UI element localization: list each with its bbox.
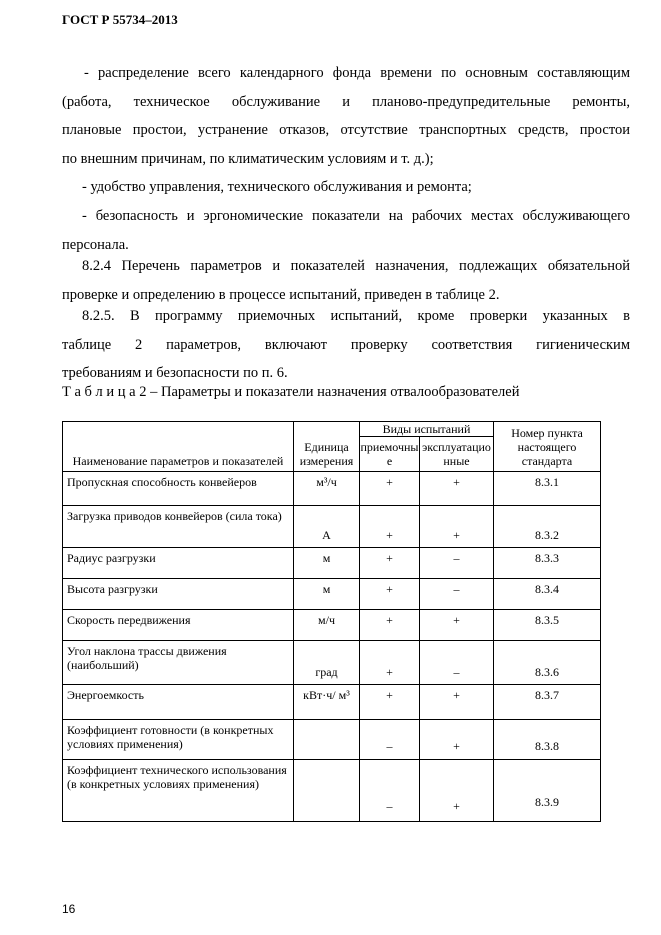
row-acceptance: + (360, 610, 420, 641)
table-row (63, 610, 601, 641)
paragraph-8-2-5 (62, 302, 630, 388)
row-operational: + (420, 472, 494, 506)
row-unit: А (294, 506, 360, 548)
row-unit: град (294, 641, 360, 685)
text-line: плановые простои, устранение отказов, отсутствие транспортных средств, простои (62, 122, 630, 139)
row-name: Пропускная способность конвейеров (63, 472, 294, 506)
row-acceptance: + (360, 641, 420, 685)
table-row (63, 548, 601, 579)
row-acceptance: + (360, 685, 420, 720)
row-operational: + (420, 610, 494, 641)
row-clause: 8.3.8 (494, 720, 601, 760)
row-operational: – (420, 641, 494, 685)
row-name: Энергоемкость (63, 685, 294, 720)
row-operational: – (420, 579, 494, 610)
text-line: персонала. (62, 236, 129, 253)
row-clause: 8.3.1 (494, 472, 601, 506)
row-name: Загрузка приводов конвейеров (сила тока) (63, 506, 294, 548)
row-acceptance: + (360, 506, 420, 548)
row-unit: м³/ч (294, 472, 360, 506)
row-operational: + (420, 720, 494, 760)
header-unit: Единица измерения (294, 422, 360, 472)
row-unit: кВт·ч/ м³ (294, 685, 360, 720)
row-operational: + (420, 506, 494, 548)
row-name: Скорость передвижения (63, 610, 294, 641)
row-unit: м/ч (294, 610, 360, 641)
text-line: проверке и определению в процессе испытаний, приведен в таблице 2. (62, 286, 500, 303)
row-clause: 8.3.4 (494, 579, 601, 610)
parameters-table (62, 421, 601, 822)
row-unit (294, 720, 360, 760)
table-row (63, 685, 601, 720)
row-acceptance: – (360, 760, 420, 822)
table-row (63, 579, 601, 610)
row-operational: + (420, 760, 494, 822)
header-test-types: Виды испытаний (360, 422, 494, 437)
table-row (63, 472, 601, 506)
row-name: Коэффициент технического использования (в конкретных условиях применения) (63, 760, 294, 822)
table-header-row (63, 422, 601, 437)
row-clause: 8.3.3 (494, 548, 601, 579)
row-name: Угол наклона трассы движения (наибольший) (63, 641, 294, 685)
row-name: Радиус разгрузки (63, 548, 294, 579)
paragraph-calendar-fund (62, 59, 630, 173)
paragraph-ease-of-control: - удобство управления, технического обслуживания и ремонта; (82, 179, 472, 195)
row-acceptance: + (360, 472, 420, 506)
row-clause: 8.3.7 (494, 685, 601, 720)
text-line: 8.2.5. В программу приемочных испытаний, кроме проверки указанных в (82, 308, 630, 324)
header-acceptance: приемочные (360, 437, 420, 472)
table-row (63, 720, 601, 760)
row-clause: 8.3.9 (494, 760, 601, 822)
document-header: ГОСТ Р 55734–2013 (62, 12, 178, 27)
table-caption: Т а б л и ц а 2 – Параметры и показатели назначения отвалообразователей (62, 384, 520, 400)
row-name: Высота разгрузки (63, 579, 294, 610)
paragraph-8-2-4 (62, 252, 630, 309)
header-operational: эксплуатационные (420, 437, 494, 472)
text-line: требованиям и безопасности по п. 6. (62, 365, 288, 382)
text-line: таблице 2 параметров, включают проверку соответствия гигиеническим (62, 336, 630, 353)
row-acceptance: + (360, 579, 420, 610)
page-number: 16 (62, 902, 76, 916)
text-line: по внешним причинам, по климатическим условиям и т. д.); (62, 150, 434, 167)
text-line: 8.2.4 Перечень параметров и показателей назначения, подлежащих обязательной (82, 258, 630, 274)
paragraph-safety (62, 202, 630, 259)
row-unit: м (294, 579, 360, 610)
row-acceptance: + (360, 548, 420, 579)
row-unit (294, 760, 360, 822)
table-row (63, 641, 601, 685)
row-operational: – (420, 548, 494, 579)
text-line: (работа, техническое обслуживание и планово-предупредительные ремонты, (62, 93, 630, 110)
row-clause: 8.3.6 (494, 641, 601, 685)
table-row (63, 506, 601, 548)
table-row (63, 760, 601, 822)
row-clause: 8.3.2 (494, 506, 601, 548)
text-line: - безопасность и эргономические показатели на рабочих местах обслуживающего (82, 208, 630, 224)
row-name: Коэффициент готовности (в конкретных условиях применения) (63, 720, 294, 760)
text-line: - распределение всего календарного фонда времени по основным составляющим (84, 65, 630, 81)
row-clause: 8.3.5 (494, 610, 601, 641)
row-operational: + (420, 685, 494, 720)
row-unit: м (294, 548, 360, 579)
row-acceptance: – (360, 720, 420, 760)
header-clause: Номер пункта настоящего стандарта (494, 422, 601, 472)
header-name: Наименование параметров и показателей (63, 422, 294, 472)
